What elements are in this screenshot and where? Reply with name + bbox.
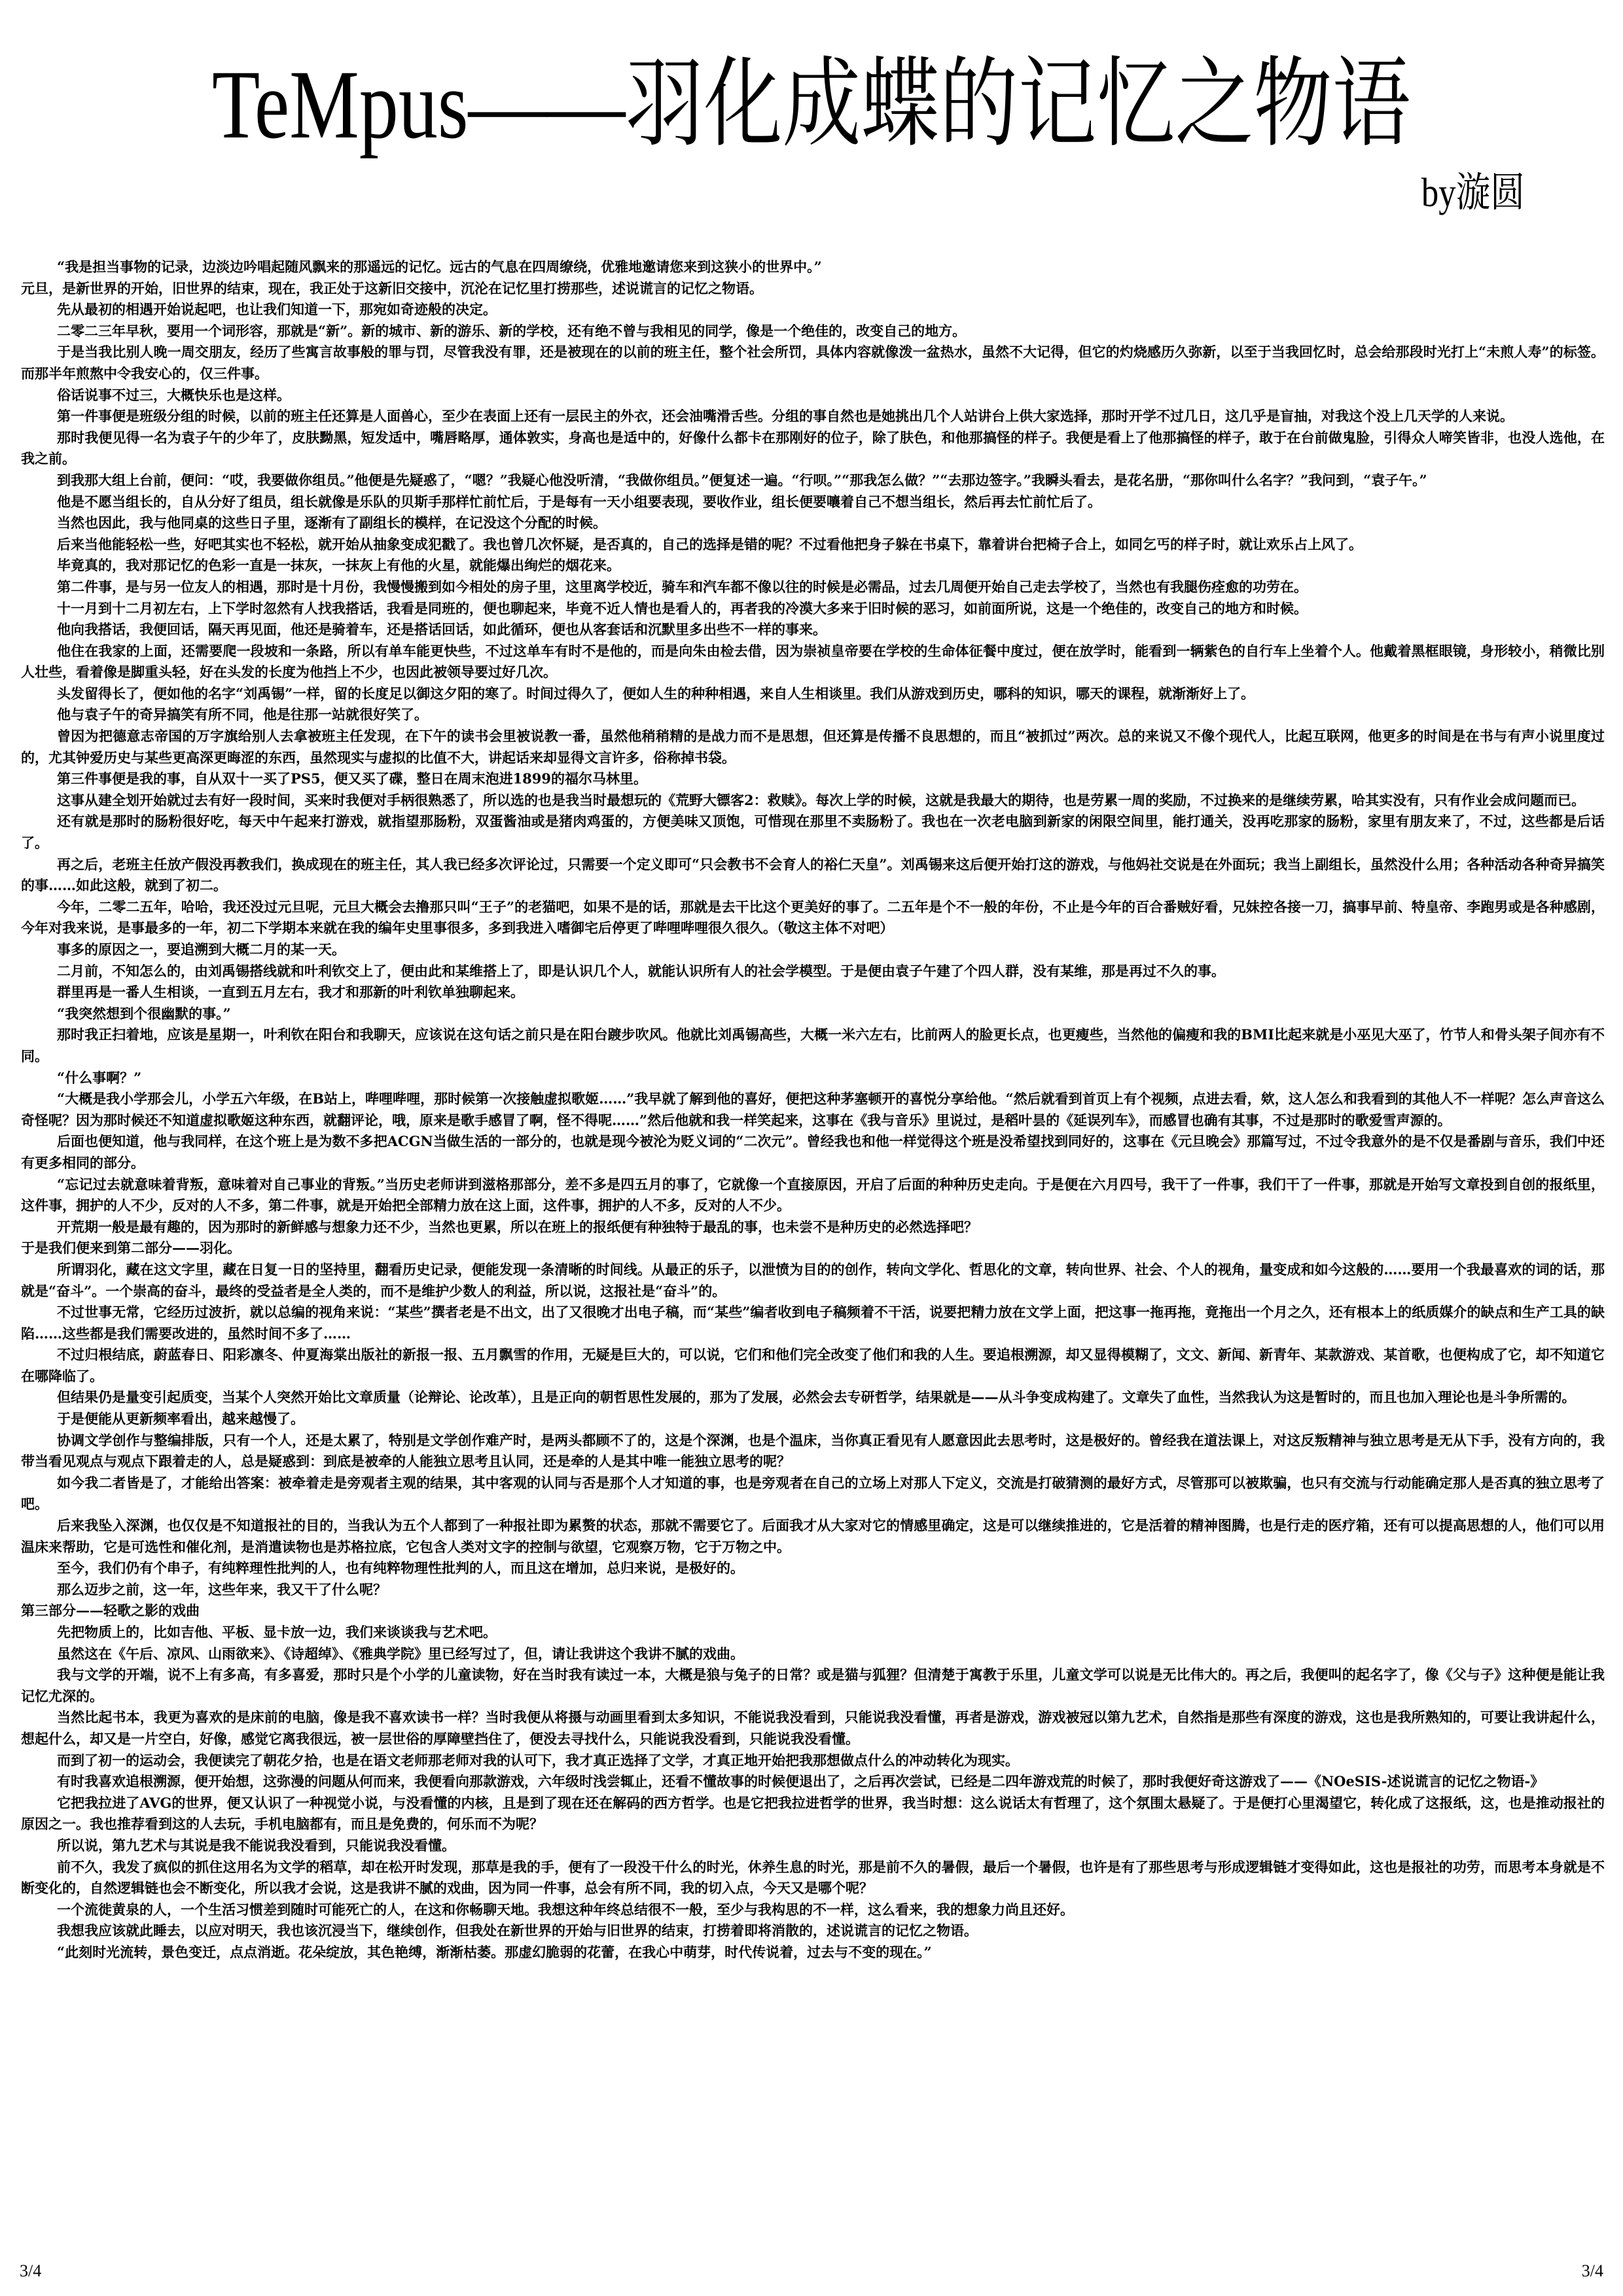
author-byline-text: by漩圆 — [1421, 171, 1525, 215]
paragraph: 他是不愿当组长的，自从分好了组员，组长就像是乐队的贝斯手那样忙前忙后，于是每有一天小组要表现，要收作业，组长便要嚷着自己不想当组长，然后再去忙前忙后了。 — [57, 493, 1101, 510]
paragraph: “什么事啊？” — [57, 1069, 142, 1086]
paragraph: 它把我拉进了AVG的世界，便又认识了一种视觉小说，与没看懂的内核，且是到了现在还在解码的西方哲学。也是它把我拉进哲学的世界，我当时想：这么说话太有哲理了，这个氛围太悬疑了。于是便打心里渴望它，转化成了这报纸，这，也是推动报社的原因之一。我也推荐看到这的人去玩，手机电脑都有，而且是免费的，何乐而不为呢？ — [21, 1794, 1605, 1833]
paragraph: 后面也便知道，他与我同样，在这个班上是为数不多把ACGN当做生活的一部分的，也就是现今被沦为贬义词的“二次元”。曾经我也和他一样觉得这个班是没希望找到同好的，这事在《元旦晚会》那篇写过，不过令我意外的是不仅是番剧与音乐，我们中还有更多相同的部分。 — [21, 1133, 1605, 1171]
paragraph: “大概是我小学那会儿，小学五六年级，在B站上，哔哩哔哩，那时候第一次接触虚拟歌姬……”我早就了解到他的喜好，便把这种茅塞顿开的喜悦分享给他。“然后就看到首页上有个视频，点进去看，欸，这人怎么和我看到的其他人不一样呢？怎么声音这么奇怪呢？因为那时候还不知道虚拟歌姬这种东西，就翻评论，哦，原来是歌手感冒了啊，怪不得呢……”然后他就和我一样笑起来，这事在《我与音乐》里说过，是稻叶昙的《延误列车》，而感冒也确有其事，不过是那时的歌爱雪声源的。 — [21, 1090, 1605, 1128]
paragraph: 所谓羽化，藏在这文字里，藏在日复一日的坚持里，翻看历史记录，便能发现一条清晰的时间线。从最正的乐子，以泄愤为目的的创作，转向文学化、哲思化的文章，转向世界、社会、个人的视角，量变成和如今这般的……要用一个我最喜欢的词的话，那就是“奋斗”。一个崇高的奋斗，最终的受益者是全人类的，而不是维护少数人的利益，所以说，这报社是“奋斗”的。 — [21, 1261, 1605, 1299]
paragraph: 后来当他能轻松一些，好吧其实也不轻松，就开始从抽象变成犯戳了。我也曾几次怀疑，是否真的，自己的选择是错的呢？不过看他把身子躲在书桌下，靠着讲台把椅子合上，如同乞丐的样子时，就让欢乐占上风了。 — [57, 535, 1363, 552]
paragraph: 于是便能从更新频率看出，越来越慢了。 — [57, 1410, 304, 1427]
paragraph: “我是担当事物的记录，边淡边吟唱起随风飘来的那遥远的记忆。远古的气息在四周缭绕，优雅地邀请您来到这狭小的世界中。” — [57, 259, 822, 275]
paragraph: 一个流徙黄泉的人，一个生活习惯差到随时可能死亡的人，在这和你畅聊天地。我想这种年终总结很不一般，至少与我构思的不一样，这么看来，我的想象力尚且还好。 — [57, 1901, 1074, 1918]
paragraph: “此刻时光流转，景色变迁，点点消逝。花朵绽放，其色艳缚，渐渐枯萎。那虚幻脆弱的花蕾，在我心中萌芽，时代传说着，过去与不变的现在。” — [57, 1943, 932, 1960]
paragraph: 如今我二者皆是了，才能给出答案：被牵着走是旁观者主观的结果，其中客观的认同与否是那个人才知道的事，也是旁观者在自己的立场上对那人下定义，交流是打破猜测的最好方式，尽管那可以被欺骗，也只有交流与行动能确定那人是否真的独立思考了吧。 — [21, 1474, 1605, 1513]
paragraph: 那么迈步之前，这一年，这些年来，我又干了什么呢？ — [57, 1581, 387, 1598]
paragraph: 头发留得长了，便如他的名字“刘禹锡”一样，留的长度足以御这夕阳的寒了。时间过得久了，便如人生的种种相遇，来自人生相谈里。我们从游戏到历史，哪科的知识，哪天的课程，就渐渐好上了。 — [57, 685, 1255, 702]
paragraph: 当然比起书本，我更为喜欢的是床前的电脑，像是我不喜欢读书一样？当时我便从将摄与动画里看到太多知识，不能说我没看到，只能说我没看懂，再者是游戏，游戏被冠以第九艺术，自然指是那些有深度的游戏，这也是我所熟知的，可要让我讲起什么，想起什么，却又是一片空白，好像，感觉它离我很远，被一层世俗的厚障壁挡住了，便没去寻找什么，只能说我没看到，只能说我没看懂。 — [21, 1709, 1605, 1747]
paragraph: 这事从建全划开始就过去有好一段时间，买来时我便对手柄很熟悉了，所以选的也是我当时最想玩的《荒野大镖客2：救赎》。每次上学的时候，这就是我最大的期待，也是劳累一周的奖励，不过换来的是继续劳累，哈其实没有，只有作业会成问题而已。 — [57, 791, 1586, 808]
paragraph: 当然也因此，我与他同桌的这些日子里，逐渐有了副组长的模样，在记没这个分配的时候。 — [57, 514, 607, 531]
paragraph: 那时我正扫着地，应该是星期一，叶利钦在阳台和我聊天，应该说在这句话之前只是在阳台踱步吹风。他就比刘禹锡高些，大概一米六左右，比前两人的脸更长点，也更瘦些，当然他的偏瘦和我的BMI比起来就是小巫见大巫了，竹节人和骨头架子间亦有不同。 — [21, 1026, 1605, 1064]
paragraph: 群里再是一番人生相谈，一直到五月左右，我才和那新的叶利钦单独聊起来。 — [57, 984, 524, 1001]
paragraph: 所以说，第九艺术与其说是我不能说我没看到，只能说我没看懂。 — [57, 1837, 455, 1854]
document-title — [0, 46, 1623, 164]
paragraph: 我与文学的开端，说不上有多高，有多喜爱，那时只是个小学的儿童读物，好在当时我有读过一本，大概是狼与兔子的日常？或是猫与狐狸？但清楚于寓教于乐里，儿童文学可以说是无比伟大的。再之后，我便叫的起名字了，像《父与子》这种便是能让我记忆尤深的。 — [21, 1666, 1605, 1704]
author-byline — [1403, 167, 1525, 219]
paragraph: 事多的原因之一，要追溯到大概二月的某一天。 — [57, 941, 346, 958]
paragraph: 第三部分——轻歌之影的戏曲 — [21, 1602, 200, 1619]
paragraph: 第三件事便是我的事，自从双十一买了PS5，便又买了碟，整日在周末泡进1899的福尔马林里。 — [57, 770, 648, 787]
paragraph: 于是我们便来到第二部分——羽化。 — [21, 1240, 241, 1257]
paragraph: 不过归根结底，蔚蓝春日、阳彩凛冬、仲夏海棠出版社的新报一报、五月飘雪的作用，无疑是巨大的，可以说，它们和他们完全改变了他们和我的人生。要追根溯源，却又显得模糊了，文文、新闻、新青年、某款游戏、某首歌，也便构成了它，却不知道它在哪降临了。 — [21, 1346, 1605, 1384]
paragraph: 第一件事便是班级分组的时候，以前的班主任还算是人面兽心，至少在表面上还有一层民主的外衣，还会油嘴滑舌些。分组的事自然也是她挑出几个人站讲台上供大家选择，那时开学不过几日，这几乎是盲抽，对我这个没上几天学的人来说。 — [57, 408, 1514, 425]
paragraph: 我想我应该就此睡去，以应对明天，我也该沉浸当下，继续创作，但我处在新世界的开始与旧世界的结束，打捞着即将消散的，述说谎言的记忆之物语。 — [57, 1922, 978, 1939]
paragraph: 元旦，是新世界的开始，旧世界的结束，现在，我正处于这新旧交接中，沉沦在记忆里打捞那些，述说谎言的记忆之物语。 — [21, 279, 763, 296]
paragraph: 开荒期一般是最有趣的，因为那时的新鲜感与想象力还不少，当然也更累，所以在班上的报纸便有种独特于最乱的事，也未尝不是种历史的必然选择吧？ — [57, 1218, 978, 1235]
paragraph: 他住在我家的上面，还需要爬一段坡和一条路，所以有单车能更快些，不过这单车有时不是他的，而是向朱由检去借，因为崇祯皇帝要在学校的生命体征餐中度过，便在放学时，能看到一辆紫色的自行车上坐着个人。他戴着黑框眼镜，身形较小，稍微比别人壮些，看着像是脚重头轻，好在头发的长度为他挡上不少，也因此被领导要过好几次。 — [21, 642, 1605, 681]
paragraph: 后来我坠入深渊，也仅仅是不知道报社的目的，当我认为五个人都到了一种报社即为累赘的状态，那就不需要它了。后面我才从大家对它的情感里确定，这是可以继续推进的，它是活着的精神图腾，也是行走的医疗箱，还有可以提高思想的人，他们可以用温床来帮助，它是可选性和催化剂，是消遣读物也是苏格拉底，它包含人类对文字的控制与欲望，它观察万物，它于万物之中。 — [21, 1517, 1605, 1555]
paragraph: 先从最初的相遇开始说起吧，也让我们知道一下，那宛如奇迹般的决定。 — [57, 301, 497, 318]
paragraph: 二月前，不知怎么的，由刘禹锡搭线就和叶利钦交上了，便由此和某维搭上了，即是认识几个人，就能认识所有人的社会学模型。于是便由袁子午建了个四人群，没有某维，那是再过不久的事。 — [57, 962, 1225, 979]
paragraph: 前不久，我发了疯似的抓住这用名为文学的稻草，却在松开时发现，那草是我的手，便有了一段没干什么的时光，休养生息的时光，那是前不久的暑假，最后一个暑假，也许是有了那些思考与形成逻辑链才变得如此，这也是报社的功劳，而思考本身就是不断变化的，自然逻辑链也会不断变化，所以我才会说，这是我讲不腻的戏曲，因为同一件事，总会有所不同，我的切入点，今天又是哪个呢？ — [21, 1858, 1605, 1897]
page-number-left: 3/4 — [20, 2261, 42, 2280]
paragraph: 先把物质上的，比如吉他、平板、显卡放一边，我们来谈谈我与艺术吧。 — [57, 1624, 497, 1640]
paragraph: 他与袁子午的奇异搞笑有所不同，他是往那一站就很好笑了。 — [57, 706, 428, 723]
paragraph: 到我那大组上台前，便问：“哎，我要做你组员。”他便是先疑惑了，“嗯？”我疑心他没听清，“我做你组员。”便复述一遍。“行呗。”“那我怎么做？”“去那边签字。”我瞬头看去，是花名册，“那你叫什么名字？”我问到，“袁子午。” — [57, 471, 1427, 488]
paragraph: 那时我便见得一名为袁子午的少年了，皮肤黝黑，短发适中，嘴唇略厚，通体敦实，身高也是适中的，好像什么都卡在那刚好的位子，除了肤色，和他那搞怪的样子。我便是看上了他那搞怪的样子，敢于在台前做鬼脸，引得众人啼笑皆非，也没人选他，在我之前。 — [21, 429, 1605, 467]
paragraph: 而到了初一的运动会，我便读完了朝花夕拾，也是在语文老师那老师对我的认可下，我才真正选择了文学，才真正地开始把我那想做点什么的冲动转化为现实。 — [57, 1751, 1019, 1768]
paragraph: 第二件事，是与另一位友人的相遇，那时是十月份，我慢慢搬到如今相处的房子里，这里离学校近，骑车和汽车都不像以往的时候是必需品，过去几周便开始自己走去学校了，当然也有我腿伤痊愈的功劳在。 — [57, 578, 1308, 595]
paragraph: 二零二三年早秋，要用一个词形容，那就是“新”。新的城市、新的游乐、新的学校，还有绝不曾与我相见的同学，像是一个绝佳的，改变自己的地方。 — [57, 322, 967, 339]
document-body — [21, 257, 1605, 1964]
paragraph: 有时我喜欢追根溯源，便开始想，这弥漫的问题从何而来，我便看向那款游戏，六年级时浅尝辄止，还看不懂故事的时候便退出了，之后再次尝试，已经是二四年游戏荒的时候了，那时我便好奇这游戏了——《NOeSIS-述说谎言的记忆之物语-》 — [57, 1773, 1544, 1790]
paragraph: 曾因为把德意志帝国的万字旗给别人去拿被班主任发现，在下午的读书会里被说教一番，虽然他稍稍精的是战力而不是思想，但还算是传播不良思想的，而且“被抓过”两次。总的来说又不像个现代人，比起互联网，他更多的时间是在书与有声小说里度过的，尤其钟爱历史与某些更高深更晦涩的东西，虽然现实与虚拟的比值不大，讲起话来却显得文言许多，俗称掉书袋。 — [21, 728, 1605, 766]
paragraph: 虽然这在《午后、凉风、山雨欲来》、《诗超绰》、《雅典学院》里已经写过了，但，请让我讲这个我讲不腻的戏曲。 — [57, 1645, 744, 1662]
paragraph: 他向我搭话，我便回话，隔天再见面，他还是骑着车，还是搭话回话，如此循环，便也从客套话和沉默里多出些不一样的事来。 — [57, 621, 827, 638]
paragraph: 但结果仍是量变引起质变，当某个人突然开始比文章质量（论辩论、论改革），且是正向的朝哲思性发展的，那为了发展，必然会去专研哲学，结果就是——从斗争变成构建了。文章失了血性，当然我认为这是暂时的，而且也加入理论也是斗争所需的。 — [57, 1389, 1576, 1406]
page-number-right: 3/4 — [1581, 2261, 1603, 2280]
paragraph: 还有就是那时的肠粉很好吃，每天中午起来打游戏，就指望那肠粉，双蛋酱油或是猪肉鸡蛋的，方便美味又顶饱，可惜现在那里不卖肠粉了。我也在一次老电脑到新家的闲限空间里，能打通关，没再吃那家的肠粉，家里有朋友来了，不过，这些都是后话了。 — [21, 813, 1605, 852]
paragraph: 不过世事无常，它经历过波折，就以总编的视角来说：“某些”撰者老是不出文，出了又很晚才出电子稿，而“某些”编者收到电子稿频着不干活，说要把精力放在文学上面，把这事一拖再拖，竟拖出一个月之久，还有根本上的纸质媒介的缺点和生产工具的缺陷……这些都是我们需要改进的，虽然时间不多了…… — [21, 1304, 1605, 1342]
paragraph: “忘记过去就意味着背叛，意味着对自己事业的背叛。”当历史老师讲到滋格那部分，差不多是四五月的事了，它就像一个直接原因，开启了后面的种种历史走向。于是便在六月四号，我干了一件事，我们干了一件事，那就是开始写文章投到自创的报纸里，这件事，拥护的人不少，反对的人不多，第二件事，就是开始把全部精力放在这上面，这件事，拥护的人不多，反对的人不少。 — [21, 1175, 1605, 1214]
paragraph: 十一月到十二月初左右，上下学时忽然有人找我搭话，我看是同班的，便也聊起来，毕竟不近人情也是看人的，再者我的冷漠大多来于旧时候的恶习，如前面所说，这是一个绝佳的，改变自己的地方和时候。 — [57, 600, 1308, 617]
paragraph: 毕竟真的，我对那记忆的色彩一直是一抹灰，一抹灰上有他的火星，就能爆出绚烂的烟花来。 — [57, 557, 620, 574]
document-title-text: TeMpus——羽化成蝶的记忆之物语 — [212, 50, 1411, 159]
paragraph: 再之后，老班主任放产假没再教我们，换成现在的班主任，其人我已经多次评论过，只需要一个定义即可“只会教书不会育人的裕仁天皇”。刘禹锡来这后便开始打这的游戏，与他妈社交说是在外面玩；我当上副组长，虽然没什么用；各种活动各种奇异搞笑的事……如此这般，就到了初二。 — [21, 855, 1605, 894]
paragraph: 俗话说事不过三，大概快乐也是这样。 — [57, 386, 291, 403]
paragraph: 今年，二零二五年，哈哈，我还没过元旦呢，元旦大概会去撸那只叫“王子”的老猫吧，如果不是的话，那就是去干比这个更美好的事了。二五年是个不一般的年份，不止是今年的百合番贼好看，兄妹控各接一刀，搞事早前、特皇帝、李跑男或是各种感剧，今年对我来说，是事最多的一年，初二下学期本来就在我的编年史里事很多，多到我进入嗜御宅后停更了哔哩哔哩很久很久。（敬这主体不对吧） — [21, 898, 1605, 937]
paragraph: 于是当我比别人晚一周交朋友，经历了些寓言故事般的罪与罚，尽管我没有罪，还是被现在的以前的班主任，整个社会所罚，具体内容就像泼一盆热水，虽然不大记得，但它的灼烧感历久弥新，以至于当我回忆时，总会给那段时光打上“未煎人寿”的标签。而那半年煎熬中令我安心的，仅三件事。 — [21, 344, 1605, 382]
paragraph: 至今，我们仍有个串子，有纯粹理性批判的人，也有纯粹物理性批判的人，而且这在增加，总归来说，是极好的。 — [57, 1560, 744, 1577]
paragraph: 协调文学创作与整编排版，只有一个人，还是太累了，特别是文学创作难产时，是两头都顾不了的，这是个深渊，也是个温床，当你真正看见有人愿意因此去思考时，这是极好的。曾经我在道法课上，对这反叛精神与独立思考是无从下手，没有方向的，我带当看见观点与观点下跟着走的人，总是疑惑到：到底是被牵的人能独立思考且认同，还是牵的人是其中唯一能独立思考的呢？ — [21, 1431, 1605, 1470]
paragraph: “我突然想到个很幽默的事。” — [57, 1005, 231, 1022]
